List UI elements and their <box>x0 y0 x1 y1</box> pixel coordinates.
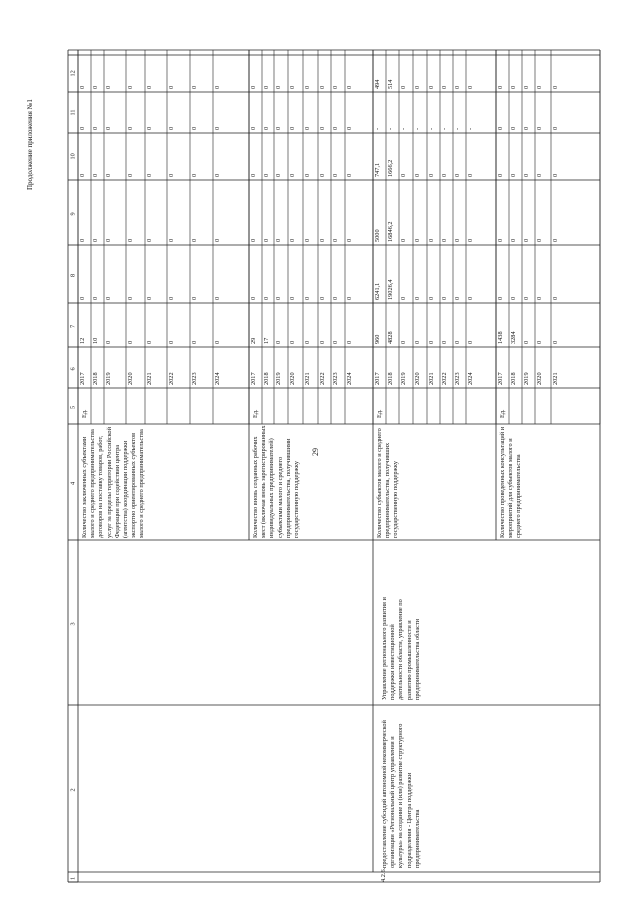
value-cell: 0 <box>400 85 407 89</box>
value-cell: 0 <box>346 238 353 242</box>
value-cell: 0 <box>146 296 153 300</box>
value-cell: 0 <box>275 296 282 300</box>
value-cell: 0 <box>263 238 270 242</box>
value-cell: 0 <box>497 85 504 89</box>
year-cell: 2018 <box>510 372 517 385</box>
year-cell: 2019 <box>275 372 282 385</box>
value-cell: 0 <box>250 85 257 89</box>
year-cell: 2022 <box>168 372 175 385</box>
value-cell: 0 <box>214 296 221 300</box>
value-cell: 0 <box>79 296 86 300</box>
year-cell: 2021 <box>428 372 435 385</box>
value-cell: 0 <box>214 126 221 130</box>
year-cell: 2024 <box>214 372 221 385</box>
value-cell: 0 <box>191 296 198 300</box>
value-cell: 0 <box>467 340 474 344</box>
value-cell: 6241,1 <box>374 282 381 300</box>
value-cell: 0 <box>319 173 326 177</box>
value-cell: 0 <box>346 296 353 300</box>
value-cell: 0 <box>510 85 517 89</box>
value-cell: 0 <box>191 238 198 242</box>
value-cell: 0 <box>552 126 559 130</box>
value-cell: 0 <box>467 296 474 300</box>
value-cell: 1666,2 <box>387 159 394 177</box>
value-cell: 0 <box>536 173 543 177</box>
value-cell: 0 <box>332 238 339 242</box>
value-cell: 0 <box>523 173 530 177</box>
value-cell: 0 <box>304 340 311 344</box>
value-cell: 0 <box>523 340 530 344</box>
value-cell: 0 <box>304 238 311 242</box>
section-number: 4.2.6. <box>380 867 387 882</box>
value-cell: 0 <box>289 238 296 242</box>
indicator-name: Количество субъектов малого и среднего предпринимательства, получивших государственную поддержку <box>376 428 400 538</box>
value-cell: 0 <box>168 85 175 89</box>
year-cell: 2019 <box>523 372 530 385</box>
value-cell: 4828 <box>387 331 394 344</box>
year-cell: 2020 <box>536 372 543 385</box>
value-cell: 0 <box>275 238 282 242</box>
value-cell: 0 <box>263 296 270 300</box>
value-cell: - <box>374 127 381 130</box>
value-cell: 0 <box>441 296 448 300</box>
value-cell: 0 <box>214 85 221 89</box>
value-cell: 0 <box>214 340 221 344</box>
value-cell: 0 <box>289 340 296 344</box>
column-number: 3 <box>69 622 77 626</box>
year-cell: 2017 <box>374 372 381 385</box>
value-cell: 0 <box>497 238 504 242</box>
value-cell: 0 <box>168 340 175 344</box>
value-cell: 0 <box>168 173 175 177</box>
value-cell: 0 <box>552 238 559 242</box>
value-cell: 494 <box>374 79 381 89</box>
value-cell: - <box>428 127 435 130</box>
value-cell: 0 <box>400 296 407 300</box>
value-cell: 0 <box>304 126 311 130</box>
value-cell: 0 <box>168 296 175 300</box>
value-cell: 0 <box>414 238 421 242</box>
value-cell: 3284 <box>510 331 517 344</box>
year-cell: 2018 <box>92 372 99 385</box>
value-cell: 0 <box>105 173 112 177</box>
year-cell: 2019 <box>105 372 112 385</box>
value-cell: 0 <box>441 85 448 89</box>
value-cell: 960 <box>374 334 381 344</box>
unit-label: Ед. <box>81 409 88 418</box>
year-cell: 2022 <box>319 372 326 385</box>
value-cell: 0 <box>275 85 282 89</box>
value-cell: 0 <box>263 85 270 89</box>
year-cell: 2023 <box>191 372 198 385</box>
column-number: 7 <box>69 324 77 328</box>
value-cell: 0 <box>523 126 530 130</box>
value-cell: 0 <box>428 340 435 344</box>
value-cell: 0 <box>127 85 134 89</box>
value-cell: 0 <box>304 173 311 177</box>
value-cell: 0 <box>263 126 270 130</box>
value-cell: 0 <box>146 126 153 130</box>
value-cell: 0 <box>346 173 353 177</box>
value-cell: 0 <box>191 173 198 177</box>
value-cell: 0 <box>414 173 421 177</box>
value-cell: 0 <box>127 173 134 177</box>
value-cell: 0 <box>536 126 543 130</box>
value-cell: 0 <box>92 126 99 130</box>
value-cell: 0 <box>146 85 153 89</box>
value-cell: 0 <box>346 340 353 344</box>
value-cell: 0 <box>127 296 134 300</box>
value-cell: 10 <box>92 337 99 344</box>
value-cell: 1438 <box>497 331 504 344</box>
measure-text: предоставление субсидий автономной некоммерческой организации «Региональный центр управления и культуры» на создание и (или) развитие структурного подразделения - Центра поддержки предпринимательства <box>381 720 421 868</box>
value-cell: 12 <box>79 337 86 344</box>
year-cell: 2018 <box>387 372 394 385</box>
value-cell: 0 <box>92 85 99 89</box>
year-cell: 2021 <box>304 372 311 385</box>
value-cell: 0 <box>289 173 296 177</box>
value-cell: 0 <box>319 296 326 300</box>
value-cell: 0 <box>79 173 86 177</box>
value-cell: 0 <box>79 126 86 130</box>
value-cell: 0 <box>319 85 326 89</box>
value-cell: - <box>414 127 421 130</box>
year-cell: 2022 <box>441 372 448 385</box>
value-cell: 0 <box>428 296 435 300</box>
value-cell: 0 <box>214 238 221 242</box>
value-cell: 0 <box>400 340 407 344</box>
column-number: 10 <box>69 153 77 160</box>
value-cell: 0 <box>191 340 198 344</box>
value-cell: 0 <box>127 126 134 130</box>
value-cell: 0 <box>497 296 504 300</box>
value-cell: 0 <box>414 296 421 300</box>
year-cell: 2020 <box>414 372 421 385</box>
indicator-name: Количество заключенных субъектами малого и среднего предпринимательства договоров на поставку товаров, работ, услуг за пределы территории Российской Федерации при содействии центра (агентства) координации поддержки экспортно ориентированных субъектов малого и среднего предпринимательства <box>81 427 146 538</box>
value-cell: 0 <box>319 340 326 344</box>
column-number: 8 <box>69 273 77 277</box>
indicator-name: Количество вновь созданных рабочих мест (включая вновь зарегистрированных индивидуальных предпринимателей) субъектами малого и среднего предпринимательства, получившими государственную поддержку <box>252 425 300 538</box>
value-cell: - <box>454 127 461 130</box>
value-cell: 0 <box>467 238 474 242</box>
year-cell: 2023 <box>454 372 461 385</box>
value-cell: 0 <box>105 85 112 89</box>
value-cell: 0 <box>454 340 461 344</box>
executor-text: Управление регионального развития и поддержки инвестиционной деятельности области, управление по развитию промышленности и предпринимательства области <box>381 597 421 700</box>
year-cell: 2024 <box>467 372 474 385</box>
value-cell: 0 <box>92 238 99 242</box>
value-cell: 0 <box>275 173 282 177</box>
column-number: 5 <box>69 405 77 409</box>
column-number: 4 <box>69 481 77 485</box>
value-cell: 747,1 <box>374 162 381 177</box>
value-cell: 0 <box>79 238 86 242</box>
value-cell: 29 <box>250 337 257 344</box>
value-cell: 0 <box>105 296 112 300</box>
value-cell: 0 <box>510 296 517 300</box>
value-cell: 0 <box>441 173 448 177</box>
value-cell: 0 <box>454 85 461 89</box>
value-cell: 17 <box>263 337 270 344</box>
value-cell: 0 <box>428 238 435 242</box>
value-cell: 0 <box>250 238 257 242</box>
value-cell: 0 <box>552 340 559 344</box>
value-cell: 0 <box>414 85 421 89</box>
value-cell: - <box>441 127 448 130</box>
value-cell: 0 <box>467 173 474 177</box>
value-cell: 0 <box>332 126 339 130</box>
value-cell: 0 <box>92 296 99 300</box>
value-cell: - <box>400 127 407 130</box>
value-cell: 0 <box>523 85 530 89</box>
value-cell: 0 <box>289 85 296 89</box>
value-cell: 0 <box>168 238 175 242</box>
value-cell: 0 <box>552 296 559 300</box>
value-cell: 0 <box>536 340 543 344</box>
value-cell: 0 <box>346 85 353 89</box>
value-cell: 0 <box>92 173 99 177</box>
value-cell: 0 <box>289 296 296 300</box>
column-number: 2 <box>69 788 77 792</box>
value-cell: 0 <box>250 296 257 300</box>
value-cell: 0 <box>428 85 435 89</box>
year-cell: 2018 <box>263 372 270 385</box>
value-cell: 0 <box>191 126 198 130</box>
value-cell: 0 <box>263 173 270 177</box>
value-cell: 0 <box>332 340 339 344</box>
unit-label: Ед. <box>376 409 383 418</box>
value-cell: 0 <box>346 126 353 130</box>
year-cell: 2021 <box>552 372 559 385</box>
column-number: 11 <box>69 109 77 116</box>
value-cell: 0 <box>332 173 339 177</box>
year-cell: 2017 <box>250 372 257 385</box>
value-cell: 0 <box>536 85 543 89</box>
value-cell: 0 <box>332 85 339 89</box>
year-cell: 2020 <box>127 372 134 385</box>
value-cell: 0 <box>105 126 112 130</box>
value-cell: 16846,2 <box>387 221 394 242</box>
value-cell: 0 <box>250 126 257 130</box>
value-cell: 0 <box>304 296 311 300</box>
page-number: 29 <box>311 448 320 456</box>
value-cell: 0 <box>454 173 461 177</box>
indicator-name: Количество проведенных консультаций и мероприятий для субъектов малого и среднего предпринимательства <box>499 426 523 538</box>
value-cell: 0 <box>510 238 517 242</box>
value-cell: 0 <box>146 340 153 344</box>
value-cell: 0 <box>400 238 407 242</box>
value-cell: 0 <box>79 85 86 89</box>
value-cell: 0 <box>191 85 198 89</box>
value-cell: 0 <box>523 238 530 242</box>
column-number: 6 <box>69 367 77 371</box>
value-cell: 0 <box>105 340 112 344</box>
column-number: 12 <box>69 70 77 77</box>
value-cell: 0 <box>304 85 311 89</box>
year-cell: 2017 <box>79 372 86 385</box>
year-cell: 2020 <box>289 372 296 385</box>
unit-label: Ед. <box>252 409 259 418</box>
value-cell: 19026,4 <box>387 279 394 300</box>
column-number: 9 <box>69 212 77 216</box>
value-cell: 0 <box>146 173 153 177</box>
value-cell: 0 <box>497 126 504 130</box>
value-cell: 0 <box>414 340 421 344</box>
year-cell: 2024 <box>346 372 353 385</box>
value-cell: - <box>467 127 474 130</box>
value-cell: 0 <box>510 126 517 130</box>
value-cell: 0 <box>332 296 339 300</box>
value-cell: 0 <box>319 238 326 242</box>
page-header: Продолжение приложения №1 <box>26 99 34 190</box>
value-cell: 0 <box>523 296 530 300</box>
value-cell: 5000 <box>374 229 381 242</box>
year-cell: 2023 <box>332 372 339 385</box>
value-cell: 514 <box>387 79 394 89</box>
value-cell: 0 <box>441 340 448 344</box>
value-cell: 0 <box>105 238 112 242</box>
value-cell: 0 <box>275 126 282 130</box>
value-cell: 0 <box>552 173 559 177</box>
value-cell: 0 <box>289 126 296 130</box>
value-cell: 0 <box>146 238 153 242</box>
column-number: 1 <box>69 876 77 880</box>
value-cell: 0 <box>454 238 461 242</box>
value-cell: 0 <box>168 126 175 130</box>
value-cell: 0 <box>552 85 559 89</box>
value-cell: - <box>387 127 394 130</box>
value-cell: 0 <box>536 238 543 242</box>
value-cell: 0 <box>275 340 282 344</box>
year-cell: 2019 <box>400 372 407 385</box>
value-cell: 0 <box>214 173 221 177</box>
year-cell: 2017 <box>497 372 504 385</box>
value-cell: 0 <box>510 173 517 177</box>
value-cell: 0 <box>441 238 448 242</box>
value-cell: 0 <box>497 173 504 177</box>
value-cell: 0 <box>467 85 474 89</box>
value-cell: 0 <box>454 296 461 300</box>
value-cell: 0 <box>319 126 326 130</box>
unit-label: Ед. <box>499 409 506 418</box>
value-cell: 0 <box>536 296 543 300</box>
value-cell: 0 <box>127 238 134 242</box>
value-cell: 0 <box>250 173 257 177</box>
value-cell: 0 <box>127 340 134 344</box>
value-cell: 0 <box>428 173 435 177</box>
value-cell: 0 <box>400 173 407 177</box>
year-cell: 2021 <box>146 372 153 385</box>
